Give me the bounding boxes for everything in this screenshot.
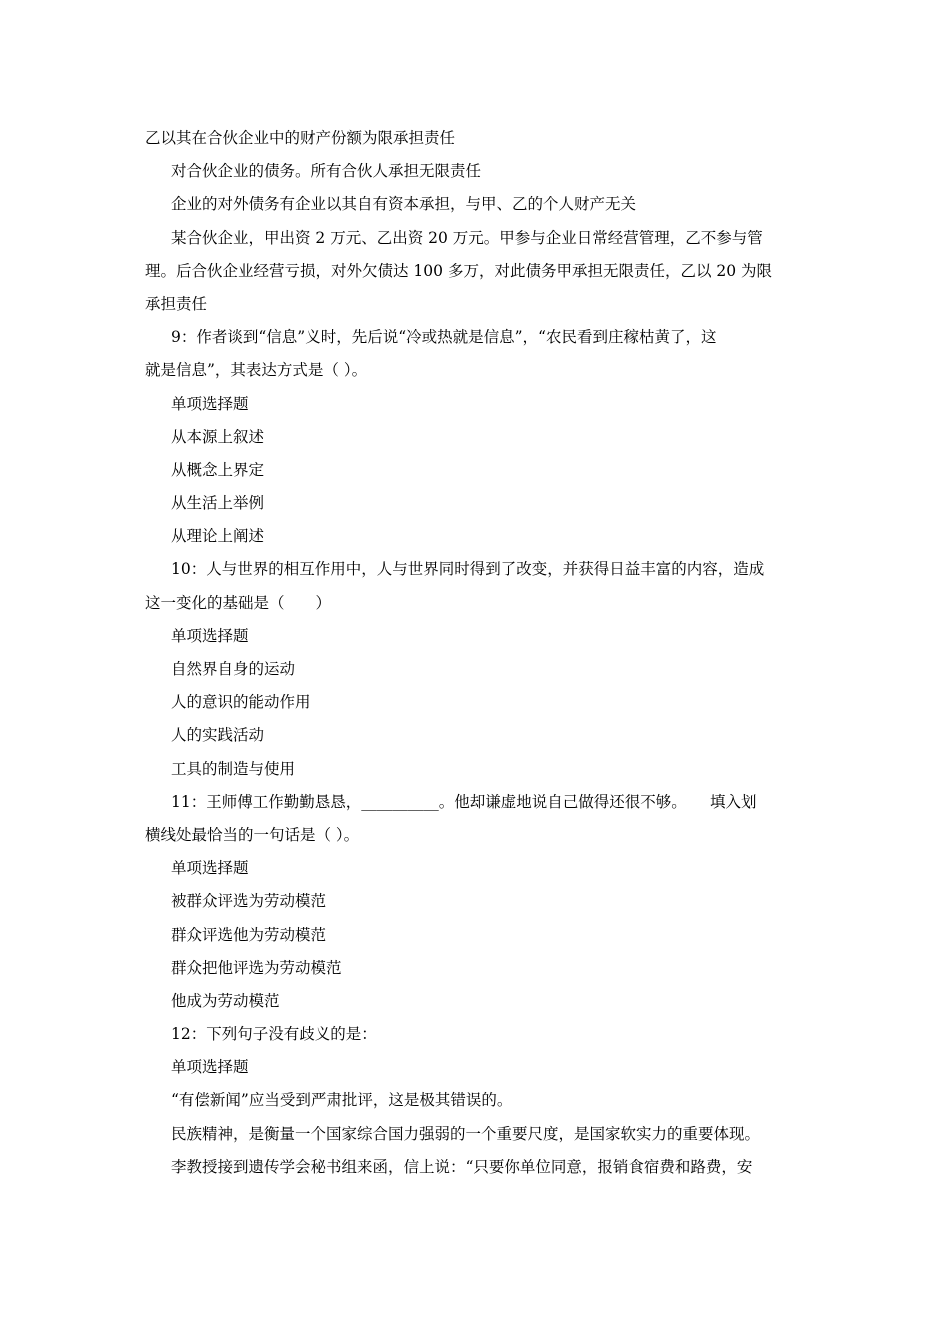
answer-option: 从本源上叙述	[171, 427, 265, 446]
answer-option: 自然界自身的运动	[171, 660, 296, 678]
document-page	[145, 122, 810, 1184]
question-9-stem: 9：作者谈到“信息”义时，先后说“冷或热就是信息”，“农民看到庄稼枯黄了，这	[171, 328, 717, 347]
answer-option: 人的意识的能动作用	[171, 693, 311, 712]
answer-option: 从概念上界定	[171, 460, 265, 479]
text-line: 企业的对外债务有企业以其自有资本承担，与甲、乙的个人财产无关	[171, 195, 637, 214]
text-line: 某合伙企业，甲出资 2 万元、乙出资 20 万元。甲参与企业日常经营管理，乙不参与管	[171, 228, 763, 247]
answer-option: 民族精神，是衡量一个国家综合国力强弱的一个重要尺度，是国家软实力的重要体现。	[171, 1124, 761, 1143]
answer-option: 群众把他评选为劳动模范	[171, 958, 342, 977]
answer-option: 群众评选他为劳动模范	[171, 925, 327, 944]
question-11-stem: 11：王师傅工作勤勤恳恳，__________。他却谦虚地说自己做得还很不够。 填入划	[171, 792, 757, 811]
answer-option: 李教授接到遗传学会秘书组来函，信上说：“只要你单位同意，报销食宿费和路费，安	[171, 1157, 753, 1176]
question-10-stem-cont: 这一变化的基础是（ ）	[145, 593, 332, 612]
text-line: 理。后合伙企业经营亏损，对外欠债达 100 多万，对此债务甲承担无限责任，乙以 20 为限	[145, 261, 773, 280]
question-type-label: 单项选择题	[171, 626, 249, 645]
question-type-label: 单项选择题	[171, 859, 249, 878]
question-type-label: 单项选择题	[171, 394, 249, 413]
text-line: 对合伙企业的债务。所有合伙人承担无限责任	[171, 162, 482, 181]
question-10-stem: 10：人与世界的相互作用中，人与世界同时得到了改变，并获得日益丰富的内容，造成	[171, 560, 765, 579]
answer-option: 他成为劳动模范	[171, 991, 280, 1010]
question-9-stem-cont: 就是信息”，其表达方式是（ ）。	[145, 361, 368, 380]
answer-option: 被群众评选为劳动模范	[171, 892, 327, 911]
text-line: 承担责任	[145, 294, 208, 313]
question-12-stem: 12：下列句子没有歧义的是：	[171, 1025, 377, 1044]
text-line: 乙以其在合伙企业中的财产份额为限承担责任	[145, 129, 456, 147]
answer-option: 工具的制造与使用	[171, 759, 296, 778]
question-type-label: 单项选择题	[171, 1058, 249, 1077]
answer-option: 从生活上举例	[171, 494, 265, 513]
question-11-stem-cont: 横线处最恰当的一句话是（ ）。	[145, 825, 360, 844]
answer-option: 人的实践活动	[171, 726, 265, 745]
answer-option: 从理论上阐述	[171, 527, 265, 546]
answer-option: “有偿新闻”应当受到严肃批评，这是极其错误的。	[171, 1091, 513, 1110]
